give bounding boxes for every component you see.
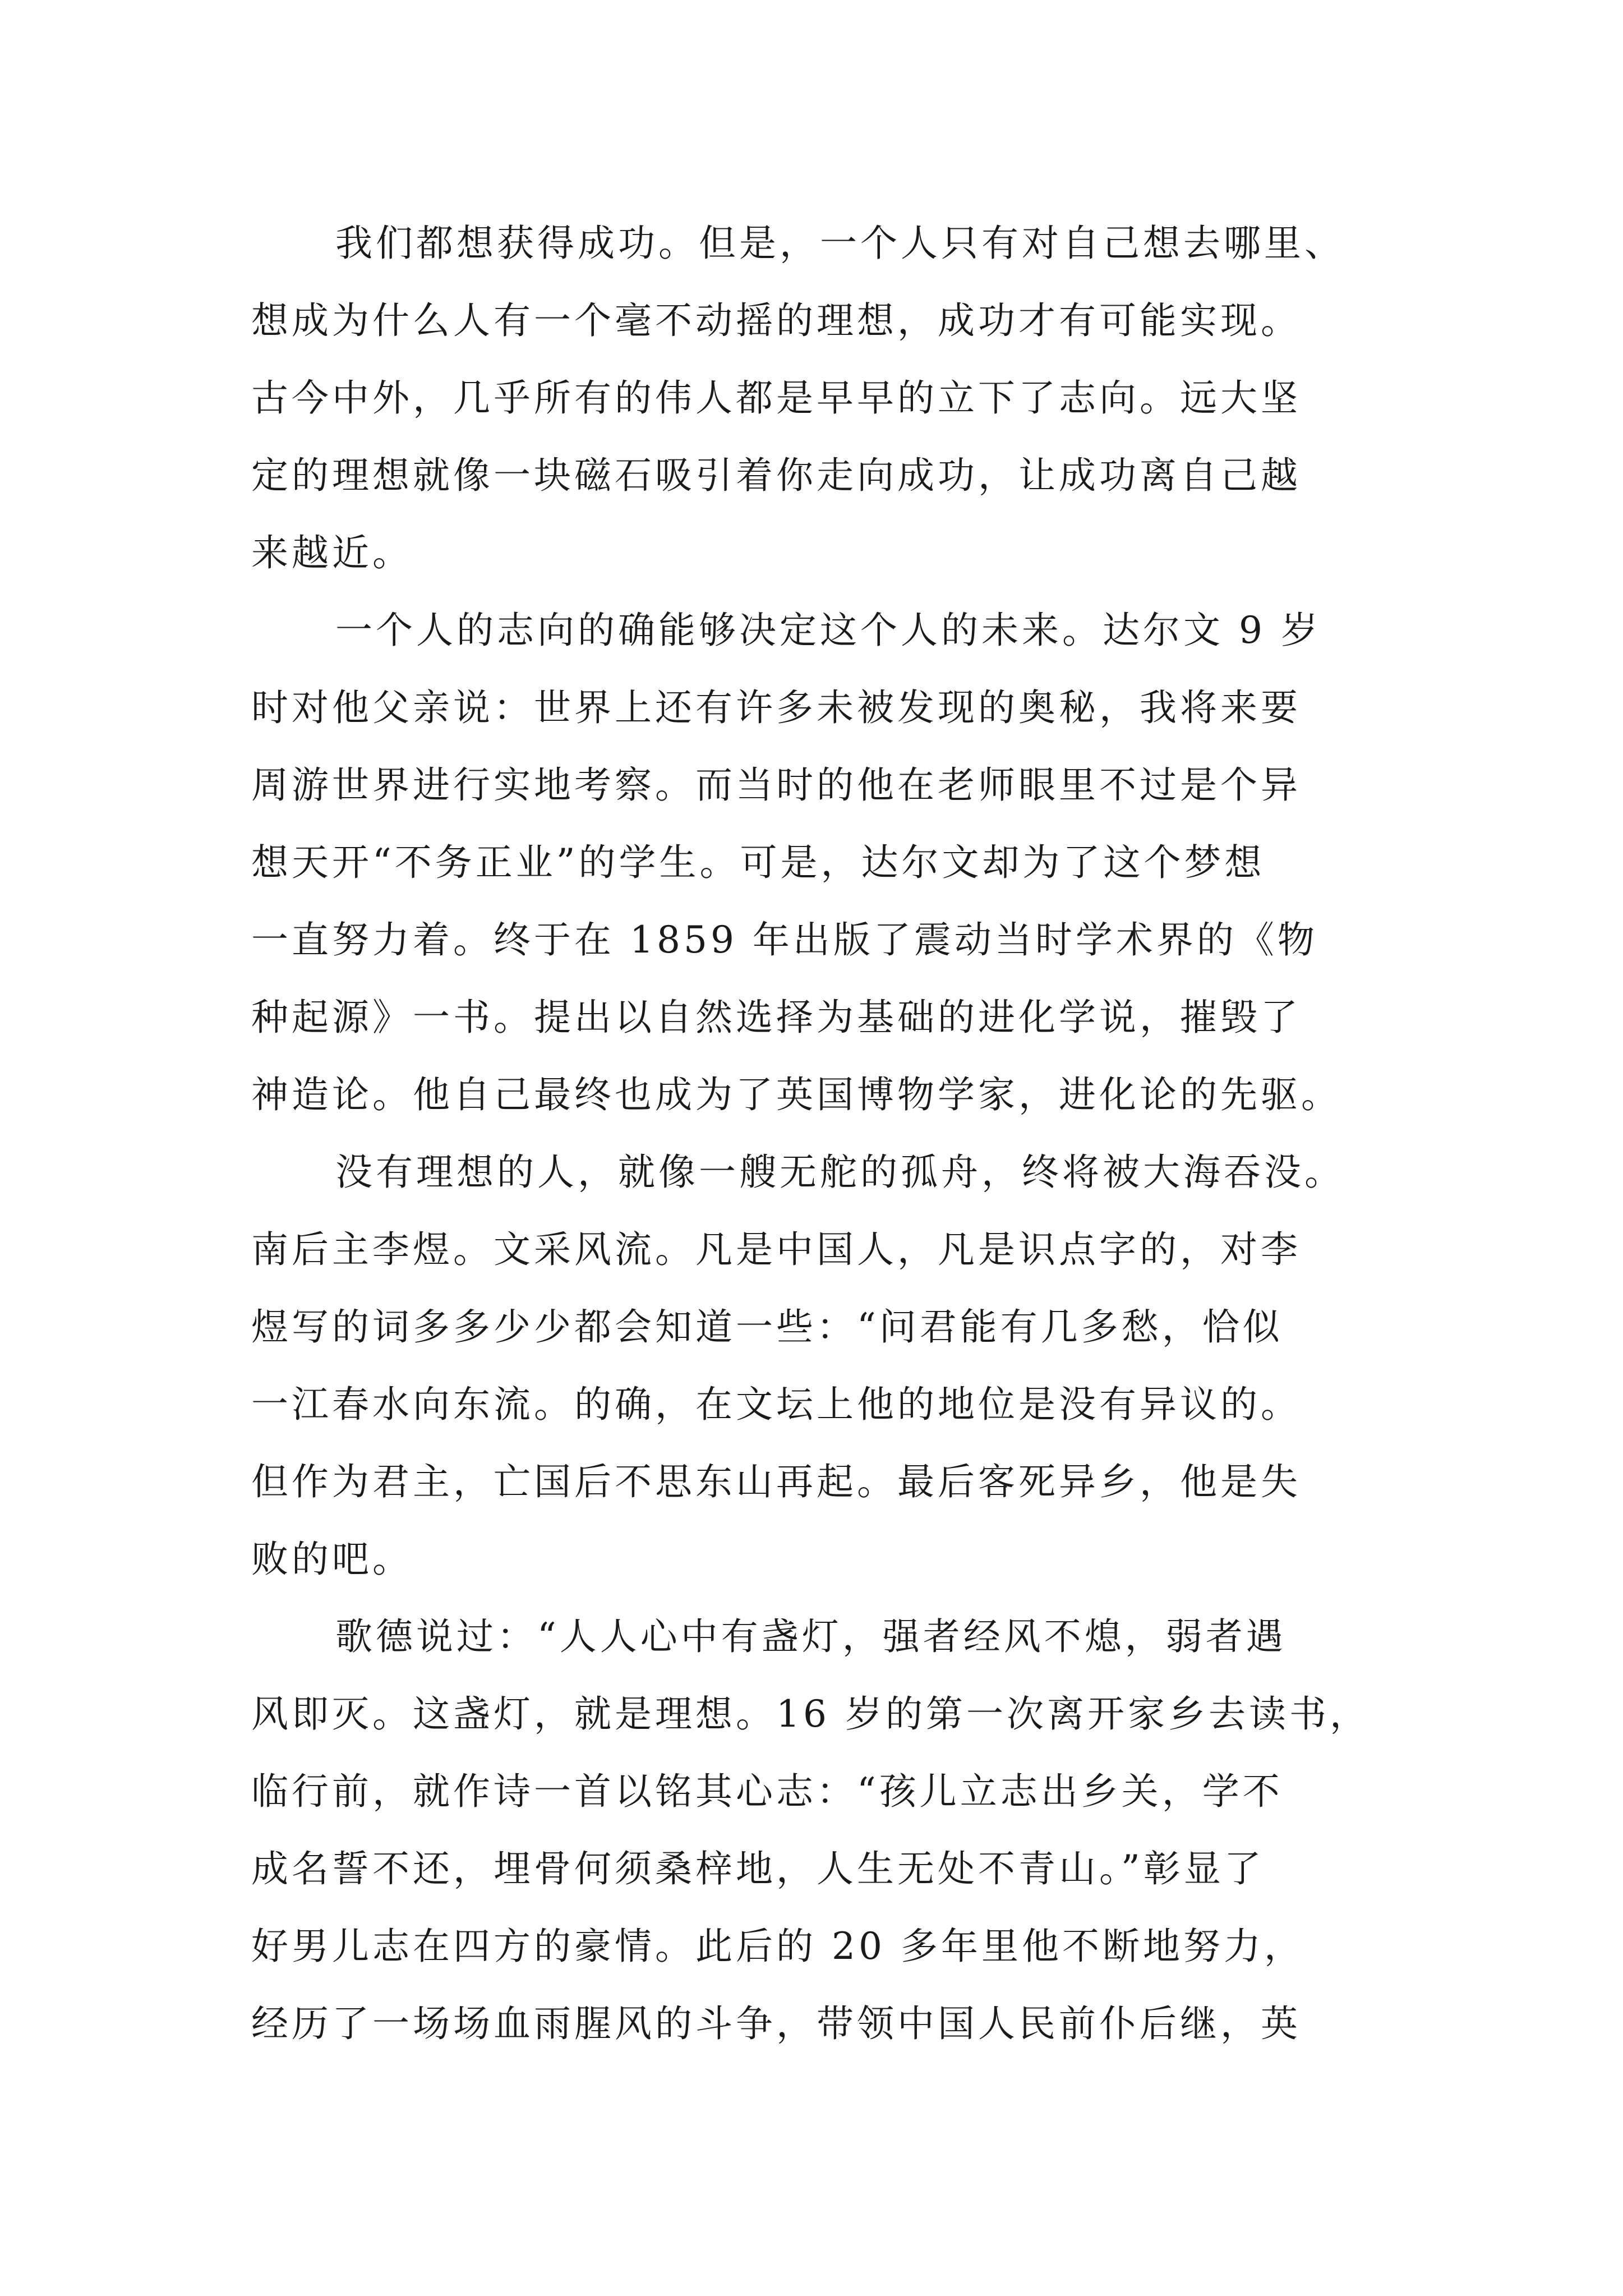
text-line: 一个人的志向的确能够决定这个人的未来。达尔文 9 岁 (335, 609, 1321, 652)
text-line: 没有理想的人，就像一艘无舵的孤舟，终将被大海吞没。 (335, 1151, 1345, 1194)
text-line: 好男儿志在四方的豪情。此后的 20 多年里他不断地努力， (251, 1925, 1304, 1968)
text-line: 我们都想获得成功。但是，一个人只有对自己想去哪里、 (335, 222, 1345, 265)
text-line: 经历了一场场血雨腥风的斗争，带领中国人民前仆后继，英 (251, 2002, 1301, 2045)
text-line: 周游世界进行实地考察。而当时的他在老师眼里不过是个异 (251, 763, 1301, 807)
paragraph-goethe (251, 1598, 1390, 2063)
text-line: 临行前，就作诗一首以铭其心志：“孩儿立志出乡关，学不 (251, 1770, 1283, 1813)
text-line: 一江春水向东流。的确，在文坛上他的地位是没有异议的。 (251, 1383, 1301, 1426)
text-line: 败的吧。 (251, 1538, 413, 1581)
text-line: 古今中外，几乎所有的伟人都是早早的立下了志向。远大坚 (251, 376, 1301, 420)
text-line: 想成为什么人有一个毫不动摇的理想，成功才有可能实现。 (251, 299, 1301, 342)
document-body (251, 205, 1390, 2063)
paragraph-li-yu (251, 1134, 1390, 1598)
text-line: 南后主李煜。文采风流。凡是中国人，凡是识点字的，对李 (251, 1228, 1301, 1271)
text-line: 定的理想就像一块磁石吸引着你走向成功，让成功离自己越 (251, 454, 1301, 497)
text-line: 煜写的词多多少少都会知道一些：“问君能有几多愁，恰似 (251, 1305, 1283, 1349)
paragraph-ambition (251, 205, 1390, 592)
text-line: 歌德说过：“人人心中有盏灯，强者经风不熄，弱者遇 (335, 1615, 1287, 1658)
text-line: 想天开“不务正业”的学生。可是，达尔文却为了这个梦想 (251, 841, 1265, 884)
text-line: 来越近。 (251, 531, 413, 574)
text-line: 种起源》一书。提出以自然选择为基础的进化学说，摧毁了 (251, 996, 1301, 1039)
text-line: 时对他父亲说：世界上还有许多未被发现的奥秘，我将来要 (251, 686, 1301, 729)
text-line: 风即灭。这盏灯，就是理想。16 岁的第一次离开家乡去读书， (251, 1692, 1370, 1736)
paragraph-darwin (251, 592, 1390, 1134)
text-line: 一直努力着。终于在 1859 年出版了震动当时学术界的《物 (251, 918, 1318, 961)
text-line: 但作为君主，亡国后不思东山再起。最后客死异乡，他是失 (251, 1460, 1301, 1503)
text-line: 成名誓不还，埋骨何须桑梓地，人生无处不青山。”彰显了 (251, 1847, 1265, 1890)
text-line: 神造论。他自己最终也成为了英国博物学家，进化论的先驱。 (251, 1073, 1341, 1116)
